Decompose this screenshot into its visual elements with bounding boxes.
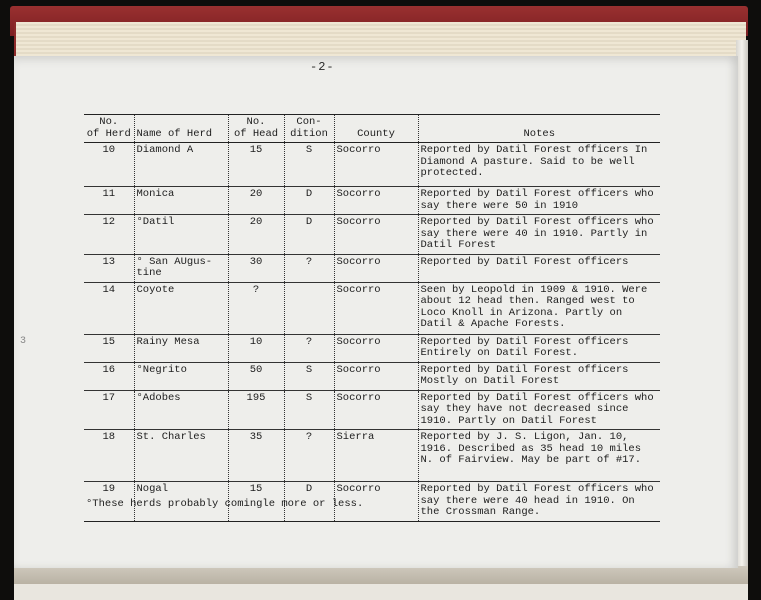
header-no-of-herd: No. of Herd xyxy=(84,115,134,143)
header-county: County xyxy=(334,115,418,143)
herd-number: 15 xyxy=(102,335,116,348)
header-notes: Notes xyxy=(418,115,660,143)
page-edges xyxy=(14,22,746,58)
herd-number: 12 xyxy=(102,216,116,228)
herd-name: St. Charles xyxy=(134,430,228,482)
herd-number: 14 xyxy=(102,283,116,296)
herd-name: °Negrito xyxy=(134,362,228,390)
head-count: 15 xyxy=(228,143,284,187)
herd-county: Socorro xyxy=(334,254,418,282)
head-count: 195 xyxy=(228,390,284,430)
head-count: ? xyxy=(228,282,284,334)
herd-number: 10 xyxy=(102,144,116,156)
head-count: 10 xyxy=(228,334,284,362)
table-row xyxy=(84,215,660,255)
head-count: 50 xyxy=(228,362,284,390)
table-row xyxy=(84,143,660,187)
header-name-of-herd: Name of Herd xyxy=(134,115,228,143)
table-row xyxy=(84,254,660,282)
page-bottom-edge xyxy=(14,566,748,584)
herd-name: Coyote xyxy=(134,282,228,334)
herd-notes: Seen by Leopold in 1909 & 1910. Were about 12 head then. Ranged west to Loco Knoll in Arizona. Partly on Datil & Apache Forests. xyxy=(418,282,660,334)
page-number: -2- xyxy=(310,60,335,74)
herd-condition: S xyxy=(284,143,334,187)
head-count: 30 xyxy=(228,254,284,282)
head-count: 20 xyxy=(228,187,284,215)
head-count: 20 xyxy=(228,215,284,255)
table-header-row xyxy=(84,115,660,143)
table-row xyxy=(84,362,660,390)
margin-mark: 3 xyxy=(20,336,27,347)
header-no-of-head: No. of Head xyxy=(228,115,284,143)
herd-name: Diamond A xyxy=(134,143,228,187)
herd-notes: Reported by Datil Forest officers xyxy=(418,254,660,282)
herd-condition: ? xyxy=(284,254,334,282)
herd-county: Socorro xyxy=(334,143,418,187)
herd-name: ° San AUgus- tine xyxy=(134,254,228,282)
next-page-strip xyxy=(14,584,748,600)
herd-number: 13 xyxy=(102,255,116,268)
herd-county: Socorro xyxy=(334,334,418,362)
herd-condition: ? xyxy=(284,430,334,482)
footnote: °These herds probably comingle more or less. xyxy=(86,498,364,510)
herd-condition: D xyxy=(284,187,334,215)
herd-county: Socorro xyxy=(334,187,418,215)
herd-county: Socorro xyxy=(334,390,418,430)
herd-name: Nogal xyxy=(134,482,228,522)
herd-name: °Datil xyxy=(134,215,228,255)
herd-notes: Reported by Datil Forest officers In Diamond A pasture. Said to be well protected. xyxy=(418,143,660,187)
herd-notes: Reported by Datil Forest officers who say there were 40 head in 1910. On the Crossman Range. xyxy=(418,482,660,522)
herd-county: Socorro xyxy=(334,362,418,390)
header-condition: Con- dition xyxy=(284,115,334,143)
herd-notes: Reported by Datil Forest officers who say there were 40 in 1910. Partly in Datil Forest xyxy=(418,215,660,255)
table-row xyxy=(84,282,660,334)
herd-table xyxy=(84,114,660,522)
herd-notes: Reported by Datil Forest officers who say there were 50 in 1910 xyxy=(418,187,660,215)
herd-number: 18 xyxy=(102,431,116,443)
herd-notes: Reported by Datil Forest officers Entirely on Datil Forest. xyxy=(418,334,660,362)
herd-condition: D xyxy=(284,482,334,522)
herd-number: 19 xyxy=(102,483,116,495)
herd-notes: Reported by J. S. Ligon, Jan. 10, 1916. Described as 35 head 10 miles N. of Fairview. May be part of #17. xyxy=(418,430,660,482)
herd-notes: Reported by Datil Forest officers Mostly on Datil Forest xyxy=(418,362,660,390)
table-row xyxy=(84,430,660,482)
herd-county: Socorro xyxy=(334,215,418,255)
table-row xyxy=(84,390,660,430)
herd-condition: S xyxy=(284,362,334,390)
herd-notes: Reported by Datil Forest officers who say they have not decreased since 1910. Partly on Datil Forest xyxy=(418,390,660,430)
head-count: 15 xyxy=(228,482,284,522)
head-count: 35 xyxy=(228,430,284,482)
herd-condition: D xyxy=(284,215,334,255)
herd-number: 11 xyxy=(102,188,116,200)
table-row xyxy=(84,187,660,215)
table-row xyxy=(84,334,660,362)
herd-name: Rainy Mesa xyxy=(134,334,228,362)
herd-name: Monica xyxy=(134,187,228,215)
herd-condition: ? xyxy=(284,334,334,362)
herd-county: Socorro xyxy=(334,282,418,334)
herd-number: 16 xyxy=(102,363,116,376)
herd-number: 17 xyxy=(102,391,116,404)
herd-county: Socorro xyxy=(334,482,418,522)
herd-condition: S xyxy=(284,390,334,430)
herd-county: Sierra xyxy=(334,430,418,482)
herd-name: °Adobes xyxy=(134,390,228,430)
herd-condition xyxy=(284,282,334,334)
